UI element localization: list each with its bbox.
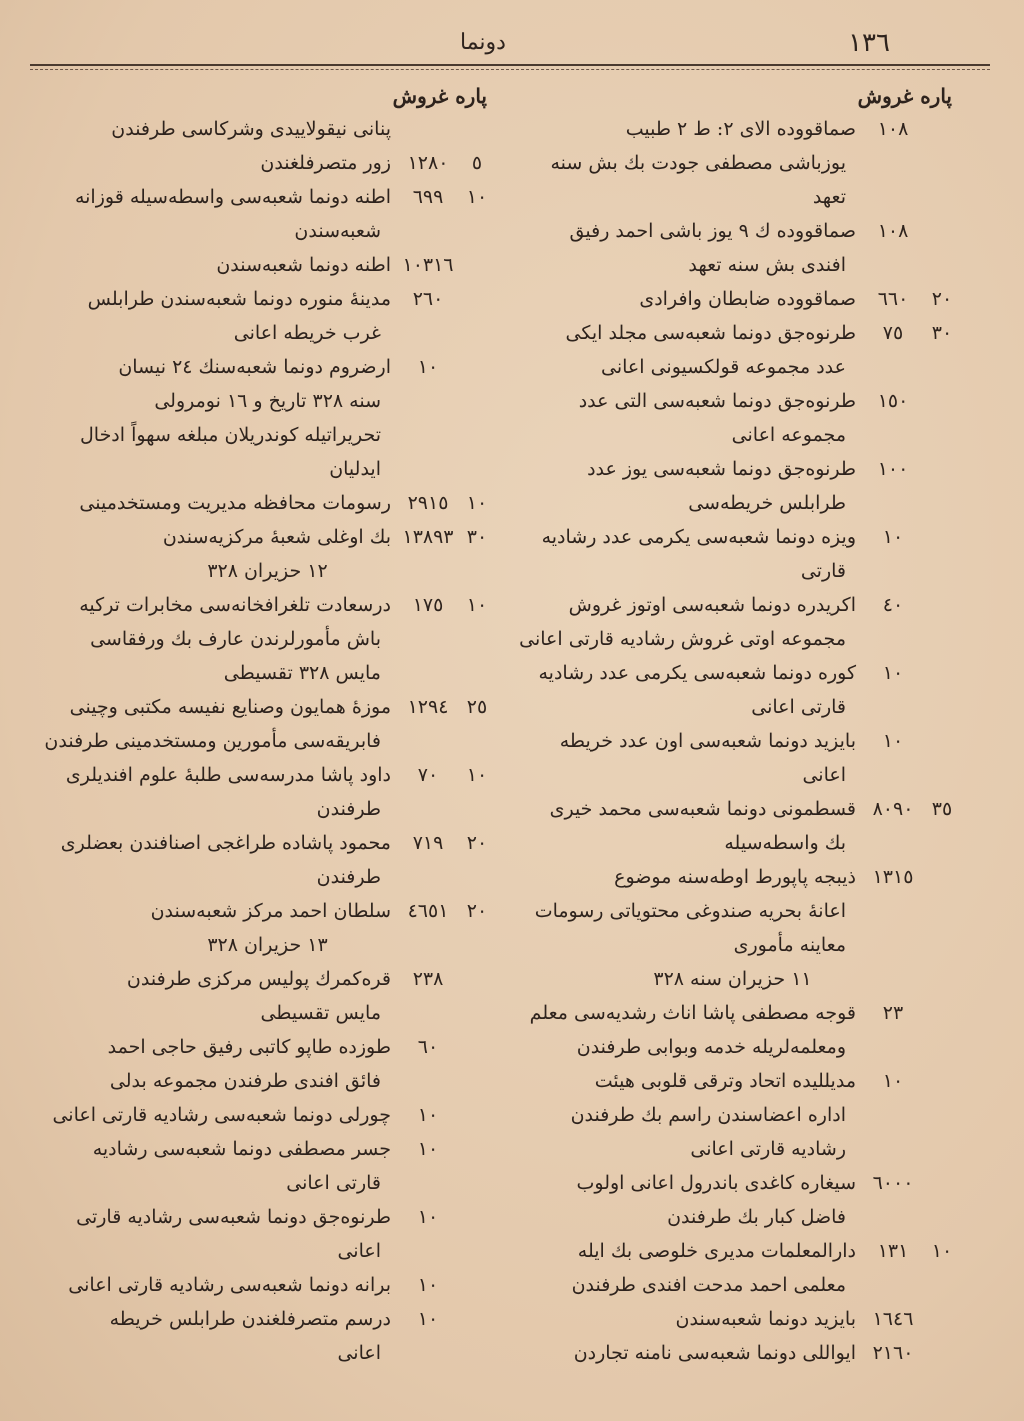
para-amount xyxy=(924,860,960,894)
entry-first-line xyxy=(40,1200,495,1234)
ledger-entry xyxy=(505,860,960,962)
kurus-amount: ٦٩٩ xyxy=(412,186,444,208)
ledger-entry xyxy=(40,248,495,282)
para-amount xyxy=(459,112,495,146)
entry-description: فابریقه‌سی مأمورین ومستخدمینی طرفندن xyxy=(44,730,381,752)
entry-first-line xyxy=(505,860,960,894)
entry-description: رسومات محافظه مدیریت ومستخدمینی xyxy=(79,492,391,514)
entry-first-line xyxy=(40,112,495,146)
ledger-entry xyxy=(505,1302,960,1336)
entry-description: طرنوه‌جق دونما شعبه‌سی التی عدد xyxy=(578,390,856,412)
entry-first-line xyxy=(40,180,495,214)
right-column xyxy=(505,80,960,1370)
para-amount: ٣٠ xyxy=(466,526,488,548)
kurus-amount: ١٠ xyxy=(417,1308,439,1330)
ledger-entry xyxy=(40,1268,495,1302)
kurus-amount: ١٠ xyxy=(417,1206,439,1228)
ledger-entry xyxy=(40,180,495,248)
para-amount: ٥ xyxy=(471,152,483,174)
entry-description: اعانهٔ بحریه صندوغی محتویاتی رسومات xyxy=(534,900,846,922)
kurus-amount: ١٠٣١٦ xyxy=(402,254,454,276)
entry-description: تحریراتیله کوندریلان مبلغه سهواً ادخال xyxy=(79,424,381,446)
ledger-entry xyxy=(40,826,495,894)
header-rule xyxy=(30,64,990,66)
entry-description: برانه دونما شعبه‌سی رشادیه قارتی اعانی xyxy=(68,1274,391,1296)
entry-first-line xyxy=(40,894,495,928)
entry-description: درسم متصرفلغندن طرابلس خریطه xyxy=(109,1308,391,1330)
para-amount xyxy=(924,520,960,554)
para-amount xyxy=(459,1030,495,1064)
kurus-amount: ٦٦٠ xyxy=(877,288,909,310)
kurus-amount: ١٥٠ xyxy=(877,390,909,412)
entry-first-line xyxy=(505,520,960,554)
kurus-amount: ٤٠ xyxy=(882,594,904,616)
entry-first-line xyxy=(505,1336,960,1370)
entry-first-line xyxy=(40,1302,495,1336)
entry-continuation-line xyxy=(505,1132,960,1166)
entry-first-line xyxy=(505,214,960,248)
entry-description: قارتی xyxy=(800,560,846,582)
ledger-entry xyxy=(505,588,960,656)
entry-first-line xyxy=(40,758,495,792)
entry-first-line xyxy=(505,724,960,758)
entry-description: طرنوه‌جق دونما شعبه‌سی مجلد ایکی xyxy=(565,322,856,344)
kurus-amount: ٧٠ xyxy=(417,764,439,786)
entry-description: اعانی xyxy=(802,764,846,786)
para-amount xyxy=(924,1166,960,1200)
entry-first-line xyxy=(40,1132,495,1166)
kurus-amount: ١٧٥ xyxy=(412,594,444,616)
entry-first-line xyxy=(40,1098,495,1132)
entry-description: بایزید دونما شعبه‌سی اون عدد خریطه xyxy=(559,730,856,752)
ledger-entry xyxy=(40,520,495,554)
entry-description: سنه ٣٢٨ تاریخ و ١٦ نومرولی xyxy=(154,390,381,412)
entry-description: موزهٔ همایون وصنایع نفیسه مکتبی وچینی xyxy=(69,696,391,718)
ledger-entry xyxy=(40,350,495,486)
para-amount: ١٠ xyxy=(466,492,488,514)
ledger-entry xyxy=(505,452,960,520)
kurus-amount: ٢٣٨ xyxy=(412,968,444,990)
para-amount xyxy=(459,962,495,996)
entry-description: غرب خریطه اعانی xyxy=(233,322,381,344)
para-amount xyxy=(924,1336,960,1370)
entry-description: زور متصرفلغندن xyxy=(260,152,391,174)
ledger-entry xyxy=(40,112,495,146)
entry-continuation-line xyxy=(40,996,495,1030)
kurus-amount: ١٠ xyxy=(417,356,439,378)
entry-description: اطنه دونما شعبه‌سندن xyxy=(216,254,391,276)
para-amount xyxy=(924,384,960,418)
para-amount: ١٠ xyxy=(466,594,488,616)
ledger-entry xyxy=(40,894,495,928)
entry-description: تعهد xyxy=(812,186,846,208)
ledger-entry xyxy=(505,1064,960,1166)
para-amount: ٢٠ xyxy=(466,832,488,854)
entry-description: باش مأمورلرندن عارف بك ورفقاسی xyxy=(90,628,381,650)
kurus-amount: ١٠ xyxy=(417,1138,439,1160)
kurus-amount: ٧١٩ xyxy=(412,832,444,854)
para-amount xyxy=(459,1132,495,1166)
kurus-amount: ٦٠ xyxy=(417,1036,439,1058)
ledger-entry xyxy=(40,146,495,180)
header-rule-decorative xyxy=(30,69,990,70)
entry-description: عدد مجموعه قولکسیونی اعانی xyxy=(601,356,846,378)
entry-continuation-line xyxy=(505,1030,960,1064)
entry-description: بك اوغلی شعبهٔ مرکزیه‌سندن xyxy=(162,526,391,548)
para-amount: ١٠ xyxy=(466,764,488,786)
entry-description: اکریدره دونما شعبه‌سی اوتوز غروش xyxy=(568,594,856,616)
column-header: پاره غروش xyxy=(392,84,487,108)
entry-description: مدیللیده اتحاد وترقی قلوبی هیئت xyxy=(594,1070,856,1092)
entry-continuation-line xyxy=(505,180,960,214)
ledger-entry xyxy=(40,1302,495,1370)
entry-description: بایزید دونما شعبه‌سندن xyxy=(675,1308,856,1330)
para-amount xyxy=(924,1302,960,1336)
ledger-entry xyxy=(40,282,495,350)
entry-continuation-line xyxy=(40,1166,495,1200)
para-amount xyxy=(459,1098,495,1132)
kurus-amount: ١٠٨ xyxy=(877,118,909,140)
entry-continuation-line xyxy=(40,214,495,248)
para-amount xyxy=(924,452,960,486)
entry-first-line xyxy=(40,962,495,996)
running-title: دونما xyxy=(460,30,506,55)
entry-first-line xyxy=(505,996,960,1030)
entry-description: طرابلس خریطه‌سی xyxy=(688,492,846,514)
para-amount xyxy=(924,112,960,146)
para-amount xyxy=(924,656,960,690)
column-header: پاره غروش xyxy=(857,84,952,108)
kurus-amount: ١٢٨٠ xyxy=(407,152,449,174)
entry-first-line xyxy=(505,1064,960,1098)
entry-description: مایس تقسیطی xyxy=(260,1002,381,1024)
date-heading: ١٣ حزیران ٣٢٨ xyxy=(207,934,328,956)
kurus-amount: ١٠ xyxy=(882,1070,904,1092)
date-heading: ١١ حزیران سنه ٣٢٨ xyxy=(653,968,812,990)
entry-description: یوزباشی مصطفی جودت بك بش سنه xyxy=(550,152,846,174)
entry-description: قارتی اعانی xyxy=(751,696,846,718)
kurus-amount xyxy=(397,112,459,146)
entry-first-line xyxy=(505,282,960,316)
ledger-entry xyxy=(505,996,960,1064)
entry-continuation-line xyxy=(505,554,960,588)
entry-description: طرفندن xyxy=(316,798,381,820)
entry-description: درسعادت تلغرافخانه‌سی مخابرات ترکیه xyxy=(79,594,391,616)
entry-continuation-line xyxy=(505,146,960,180)
entry-continuation-line xyxy=(40,792,495,826)
entry-first-line xyxy=(40,350,495,384)
entry-description: ومعلمه‌لریله خدمه وبوابی طرفندن xyxy=(576,1036,846,1058)
entry-description: مجموعه اوتی غروش رشادیه قارتی اعانی xyxy=(519,628,846,650)
entry-description: افندی بش سنه تعهد xyxy=(688,254,846,276)
kurus-amount: ١٢٩٤ xyxy=(407,696,449,718)
entry-first-line xyxy=(40,690,495,724)
kurus-amount: ١٠ xyxy=(882,730,904,752)
entry-description: طرفندن xyxy=(316,866,381,888)
entry-description: شعبه‌سندن xyxy=(294,220,381,242)
entry-description: رشادیه قارتی اعانی xyxy=(690,1138,846,1160)
entry-continuation-line xyxy=(505,418,960,452)
entry-first-line xyxy=(505,1234,960,1268)
entry-first-line xyxy=(505,384,960,418)
entry-first-line xyxy=(505,452,960,486)
kurus-amount: ١٠ xyxy=(417,1274,439,1296)
para-amount: ٢٥ xyxy=(466,696,488,718)
ledger-entry xyxy=(505,384,960,452)
ledger-entry xyxy=(505,1336,960,1370)
entry-description: داود پاشا مدرسه‌سی طلبهٔ علوم افندیلری xyxy=(65,764,391,786)
entry-continuation-line xyxy=(40,622,495,656)
entry-continuation-line xyxy=(505,1200,960,1234)
entry-description: طوزده طاپو کاتبی رفیق حاجی احمد xyxy=(107,1036,391,1058)
kurus-amount: ١٠ xyxy=(882,526,904,548)
left-column xyxy=(40,80,495,1370)
ledger-entry xyxy=(505,316,960,384)
entry-continuation-line xyxy=(505,826,960,860)
entry-description: فاضل کبار بك طرفندن xyxy=(667,1206,846,1228)
entry-continuation-line xyxy=(505,894,960,928)
ledger-entry xyxy=(505,792,960,860)
entry-first-line xyxy=(505,792,960,826)
entry-continuation-line xyxy=(40,1064,495,1098)
entry-first-line xyxy=(40,1030,495,1064)
entry-continuation-line xyxy=(505,928,960,962)
ledger-entry xyxy=(505,1166,960,1234)
ledger-entry xyxy=(505,724,960,792)
para-amount xyxy=(459,1302,495,1336)
para-amount: ٣٥ xyxy=(931,798,953,820)
kurus-amount: ١٦٤٦ xyxy=(872,1308,914,1330)
entry-first-line xyxy=(40,520,495,554)
kurus-amount: ١٠ xyxy=(417,1104,439,1126)
entry-continuation-line xyxy=(505,1268,960,1302)
entry-first-line xyxy=(40,282,495,316)
entry-description: ویزه دونما شعبه‌سی یکرمی عدد رشادیه xyxy=(541,526,856,548)
entry-description: قوجه مصطفی پاشا اناث رشدیه‌سی معلم xyxy=(529,1002,856,1024)
entry-description: محمود پاشاده طراغجی اصنافندن بعضلری xyxy=(60,832,391,854)
entry-description: مدینهٔ منوره دونما شعبه‌سندن طرابلس xyxy=(87,288,391,310)
entry-continuation-line xyxy=(40,724,495,758)
ledger-entry xyxy=(40,486,495,520)
entry-continuation-line xyxy=(505,248,960,282)
entry-description: پنانی نیقولاییدی وشرکاسی طرفندن xyxy=(111,118,391,140)
entry-description: قسطمونی دونما شعبه‌سی محمد خیری xyxy=(549,798,856,820)
entry-first-line xyxy=(505,316,960,350)
entry-first-line xyxy=(505,1302,960,1336)
kurus-amount: ١٠ xyxy=(882,662,904,684)
entry-description: سلطان احمد مرکز شعبه‌سندن xyxy=(150,900,391,922)
para-amount xyxy=(459,282,495,316)
entry-description: ایواللی دونما شعبه‌سی نامنه تجاردن xyxy=(573,1342,856,1364)
para-amount xyxy=(924,214,960,248)
entry-description: معلمی احمد مدحت افندی طرفندن xyxy=(571,1274,846,1296)
para-amount xyxy=(924,588,960,622)
entry-description: طرنوه‌جق دونما شعبه‌سی یوز عدد xyxy=(587,458,856,480)
para-amount xyxy=(459,1268,495,1302)
entry-first-line xyxy=(505,588,960,622)
para-amount xyxy=(459,1200,495,1234)
kurus-amount: ٢٦٠ xyxy=(412,288,444,310)
ledger-entry xyxy=(40,1030,495,1098)
ledger-entry xyxy=(40,1132,495,1200)
para-amount: ٢٠ xyxy=(931,288,953,310)
entry-description: صماقووده ك ٩ یوز باشی احمد رفیق xyxy=(569,220,856,242)
entry-description: مایس ٣٢٨ تقسیطی xyxy=(223,662,381,684)
entry-continuation-line xyxy=(40,1234,495,1268)
ledger-entry xyxy=(40,962,495,1030)
entry-first-line xyxy=(40,826,495,860)
entry-first-line xyxy=(40,588,495,622)
kurus-amount: ١٣١٥ xyxy=(872,866,914,888)
entry-continuation-line xyxy=(505,486,960,520)
entry-description: قره‌کمرك پولیس مرکزی طرفندن xyxy=(126,968,391,990)
kurus-amount: ٨٠٩٠ xyxy=(872,798,914,820)
entry-first-line xyxy=(40,486,495,520)
para-amount: ٣٠ xyxy=(931,322,953,344)
entry-continuation-line xyxy=(505,690,960,724)
entry-description: صماقووده ضابطان وافرادی xyxy=(639,288,856,310)
entry-description: اطنه دونما شعبه‌سی واسطه‌سیله قوزانه xyxy=(74,186,391,208)
entry-first-line xyxy=(40,248,495,282)
entry-first-line xyxy=(505,656,960,690)
entry-first-line xyxy=(40,1268,495,1302)
para-amount xyxy=(459,350,495,384)
kurus-amount: ١٠٨ xyxy=(877,220,909,242)
entry-description: اعانی xyxy=(337,1240,381,1262)
ledger-entry xyxy=(505,112,960,214)
ledger-entry xyxy=(505,282,960,316)
kurus-amount: ٢٣ xyxy=(882,1002,904,1024)
entry-first-line xyxy=(505,1166,960,1200)
page-number: ١٣٦ xyxy=(848,28,890,58)
kurus-amount: ٤٦٥١ xyxy=(407,900,449,922)
entry-continuation-line xyxy=(40,452,495,486)
para-amount xyxy=(924,1064,960,1098)
para-amount xyxy=(924,724,960,758)
ledger-entry xyxy=(40,690,495,758)
entry-first-line xyxy=(40,146,495,180)
entry-continuation-line xyxy=(40,316,495,350)
para-amount: ٢٠ xyxy=(466,900,488,922)
entry-description: چورلی دونما شعبه‌سی رشادیه قارتی اعانی xyxy=(52,1104,391,1126)
ledger-entry xyxy=(505,656,960,724)
entry-description: جسر مصطفی دونما شعبه‌سی رشادیه xyxy=(92,1138,391,1160)
entry-continuation-line xyxy=(505,350,960,384)
ledger-entry xyxy=(40,588,495,690)
page-header xyxy=(30,22,990,62)
para-amount: ١٠ xyxy=(931,1240,953,1262)
kurus-amount: ١٣١ xyxy=(877,1240,909,1262)
entry-description: فائق افندی طرفندن مجموعه بدلی xyxy=(109,1070,381,1092)
entry-description: دارالمعلمات مدیری خلوصی بك ایله xyxy=(577,1240,856,1262)
entry-description: صماقووده الای ٢: ط ٢ طبیب xyxy=(625,118,856,140)
entry-description: معاینه مأموری xyxy=(733,934,846,956)
kurus-amount: ٢١٦٠ xyxy=(872,1342,914,1364)
ledger-entry xyxy=(40,1098,495,1132)
entry-first-line xyxy=(505,112,960,146)
entry-description: ذیبجه پاپورط اوطه‌سنه موضوع xyxy=(614,866,856,888)
entry-description: طرنوه‌جق دونما شعبه‌سی رشادیه قارتی xyxy=(76,1206,391,1228)
entry-description: ایدلیان xyxy=(329,458,381,480)
entry-description: بك واسطه‌سیله xyxy=(724,832,846,854)
entry-description: ارضروم دونما شعبه‌سنك ٢٤ نیسان xyxy=(118,356,391,378)
para-amount xyxy=(459,248,495,282)
ledger-entry xyxy=(505,520,960,588)
para-amount: ١٠ xyxy=(466,186,488,208)
kurus-amount: ٢٩١٥ xyxy=(407,492,449,514)
entry-description: اداره اعضاسندن راسم بك طرفندن xyxy=(570,1104,846,1126)
entry-continuation-line xyxy=(40,656,495,690)
entry-continuation-line xyxy=(40,384,495,418)
entry-continuation-line xyxy=(505,1098,960,1132)
ledger-entry xyxy=(505,1234,960,1302)
entry-continuation-line xyxy=(40,1336,495,1370)
entry-description: مجموعه اعانی xyxy=(731,424,846,446)
ledger-entry xyxy=(505,214,960,282)
entry-continuation-line xyxy=(505,758,960,792)
entry-continuation-line xyxy=(40,860,495,894)
ledger-entry xyxy=(40,758,495,826)
kurus-amount: ٧٥ xyxy=(882,322,904,344)
entry-continuation-line xyxy=(40,418,495,452)
entry-description: قارتی اعانی xyxy=(286,1172,381,1194)
entry-continuation-line xyxy=(505,622,960,656)
para-amount xyxy=(924,996,960,1030)
entry-description: اعانی xyxy=(337,1342,381,1364)
kurus-amount: ١٣٨٩٣ xyxy=(402,526,454,548)
entry-description: کوره دونما شعبه‌سی یکرمی عدد رشادیه xyxy=(538,662,856,684)
date-heading: ١٢ حزیران ٣٢٨ xyxy=(207,560,328,582)
ledger-entry xyxy=(40,1200,495,1268)
kurus-amount: ٦٠٠٠ xyxy=(872,1172,914,1194)
entry-description: سیغاره کاغدی باندرول اعانی اولوب xyxy=(576,1172,856,1194)
kurus-amount: ١٠٠ xyxy=(877,458,909,480)
